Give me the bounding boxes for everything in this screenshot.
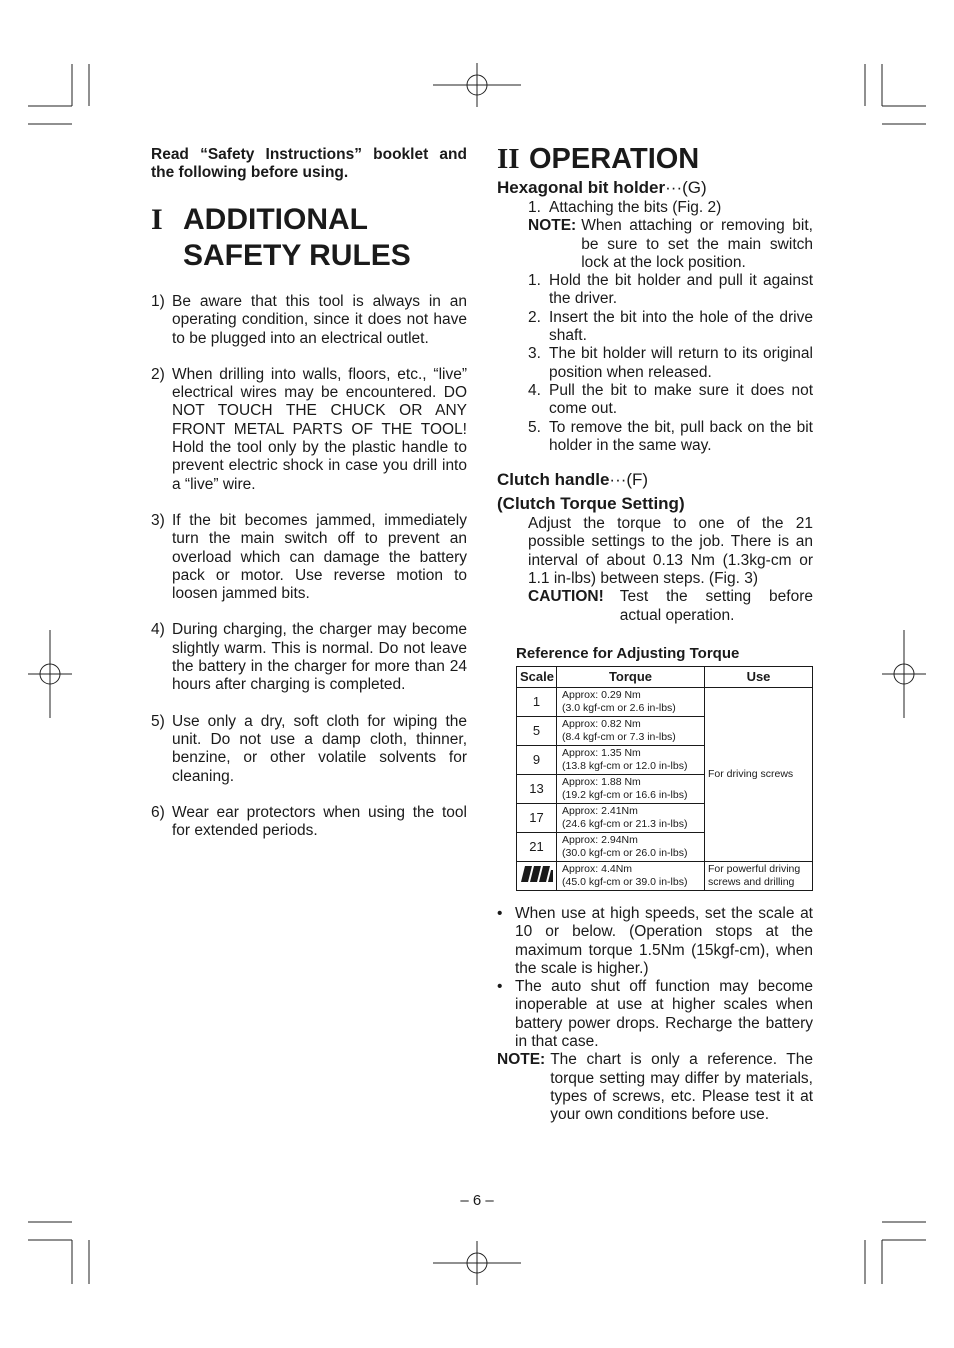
drill-mode-icon bbox=[521, 866, 553, 882]
list-item: • When use at high speeds, set the scale at 10 or below. (Operation stops at the maximum torque 1.5Nm (15kgf-cm), when the scale is higher.) bbox=[497, 904, 813, 977]
section2-numeral: II bbox=[497, 143, 520, 175]
table-row: Approx: 4.4Nm (45.0 kgf-cm or 39.0 in-lbs) For powerful driving screws and drilling bbox=[517, 861, 813, 890]
bullet-list bbox=[497, 905, 813, 1051]
page-number: – 6 – bbox=[460, 1192, 494, 1209]
section1-title-line1: ADDITIONAL bbox=[183, 203, 368, 236]
intro-text: Read “Safety Instructions” booklet and the following before using. bbox=[151, 146, 467, 181]
table-row: 13 Approx: 1.88 Nm (19.2 kgf-cm or 16.6 in-lbs) bbox=[517, 774, 813, 803]
table-title: Reference for Adjusting Torque bbox=[516, 644, 740, 662]
torque-table bbox=[516, 666, 813, 891]
use-drilling: For powerful driving screws and drilling bbox=[705, 861, 813, 890]
table-row: 17 Approx: 2.41Nm (24.6 kgf-cm or 21.3 in-lbs) bbox=[517, 803, 813, 832]
section2-title: OPERATION bbox=[529, 143, 700, 175]
section1-heading bbox=[151, 202, 467, 274]
clutch-body bbox=[497, 515, 813, 625]
safety-rule: 6) Wear ear protectors when using the tool for extended periods. bbox=[151, 803, 467, 840]
safety-rule: 5) Use only a dry, soft cloth for wiping the unit. Do not use a damp cloth, thinner, benzine, or other volatile solvents for cleaning. bbox=[151, 712, 467, 785]
section1-title-line2: SAFETY RULES bbox=[183, 239, 411, 272]
final-note: NOTE: The chart is only a reference. The torque setting may differ by materials, types of screws, etc. Please test it at your own conditions before use. bbox=[497, 1051, 813, 1124]
attach-step: 1. Attaching the bits (Fig. 2) bbox=[528, 199, 722, 216]
clutch-subtitle: (Clutch Torque Setting) bbox=[497, 494, 685, 514]
list-item: 3. The bit holder will return to its original position when released. bbox=[528, 345, 813, 381]
list-item: 5. To remove the bit, pull back on the bit holder in the same way. bbox=[528, 418, 813, 454]
table-row: 9 Approx: 1.35 Nm (13.8 kgf-cm or 12.0 in-lbs) bbox=[517, 745, 813, 774]
table-row: 1 Approx: 0.29 Nm (3.0 kgf-cm or 2.6 in-lbs) For driving screws bbox=[517, 687, 813, 716]
safety-rule: 3) If the bit becomes jammed, immediately turn the main switch off to prevent an overload which can damage the battery pack or motor. Use reverse motion to loosen jammed bits. bbox=[151, 511, 467, 603]
safety-rule: 2) When drilling into walls, floors, etc., “live” electrical wires may be encountered. DO NOT TOUCH THE CHUCK OR ANY FRONT METAL PARTS OF THE TOOL! Hold the tool only by the plastic handle to prevent electric shock in case you drill into a “live” wire. bbox=[151, 365, 467, 493]
table-row: 21 Approx: 2.94Nm (30.0 kgf-cm or 26.0 in-lbs) bbox=[517, 832, 813, 861]
table-row: 5 Approx: 0.82 Nm (8.4 kgf-cm or 7.3 in-lbs) bbox=[517, 716, 813, 745]
use-driving-screws: For driving screws bbox=[705, 687, 813, 861]
header-scale: Scale bbox=[517, 666, 557, 687]
hex-bit-holder-heading: Hexagonal bit holder···(G) bbox=[497, 178, 707, 197]
list-item: • The auto shut off function may become inoperable at use at higher scales when battery power drops. Recharge the battery in that case. bbox=[497, 978, 813, 1051]
hex-bit-holder-body bbox=[497, 199, 813, 455]
clutch-text: Adjust the torque to one of the 21 possible settings to the job. There is an interval of about 0.13 Nm (1.3kg-cm or 1.1 in-lbs) between steps. (Fig. 3) bbox=[528, 515, 813, 588]
section2-heading bbox=[497, 142, 813, 176]
section1-numeral: I bbox=[151, 203, 163, 236]
table-header-row bbox=[517, 666, 813, 687]
safety-rule: 1) Be aware that this tool is always in an operating condition, since it does not have to be plugged into an electrical outlet. bbox=[151, 293, 467, 347]
clutch-caution: CAUTION! Test the setting before actual operation. bbox=[528, 588, 813, 624]
header-torque: Torque bbox=[557, 666, 705, 687]
right-column bbox=[497, 142, 813, 1125]
list-item: 4. Pull the bit to make sure it does not come out. bbox=[528, 381, 813, 418]
left-column bbox=[151, 146, 467, 858]
clutch-handle-heading: Clutch handle···(F) bbox=[497, 470, 649, 490]
header-use: Use bbox=[705, 666, 813, 687]
list-item: 1. Hold the bit holder and pull it against the driver. bbox=[528, 272, 813, 308]
list-item: 2. Insert the bit into the hole of the drive shaft. bbox=[528, 308, 813, 345]
safety-rules-list bbox=[151, 293, 467, 840]
safety-rule: 4) During charging, the charger may become slightly warm. This is normal. Do not leave the battery in the charger for more than 24 hours after charging is completed. bbox=[151, 621, 467, 694]
hex-note: NOTE: When attaching or removing bit, be sure to set the main switch lock at the lock position. bbox=[528, 217, 813, 271]
